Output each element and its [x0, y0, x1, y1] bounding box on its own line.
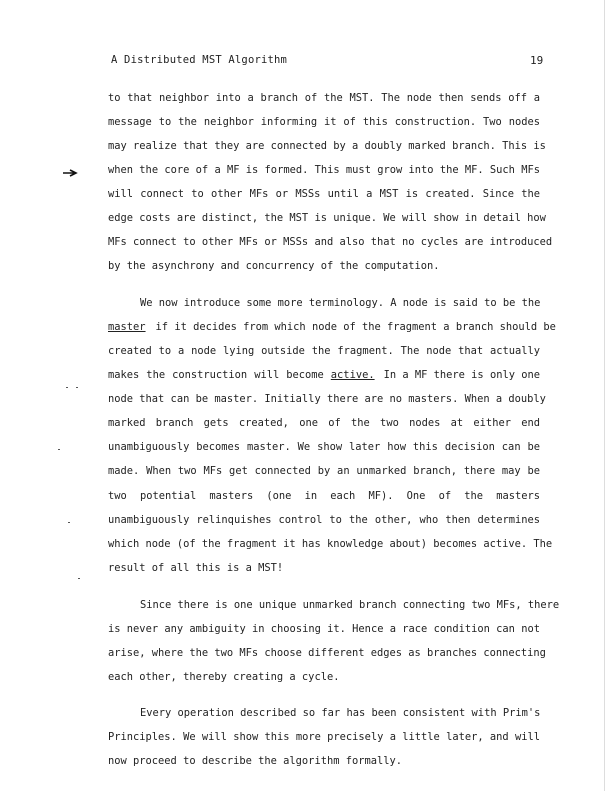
arrow-icon [62, 169, 78, 177]
page-number: 19 [530, 54, 544, 67]
margin-speck [78, 578, 80, 579]
text-line: to that neighbor into a branch of the MST. The node then sends off a [108, 92, 540, 104]
text-line [108, 368, 540, 382]
margin-speck [58, 449, 60, 450]
text-line: unambiguously relinquishes control to the other, who then determines [108, 514, 540, 526]
text-line: result of all this is a MST! [108, 562, 284, 574]
text-line: will connect to other MFs or MSSs until a MST is created. Since the [108, 188, 540, 200]
text-line: edge costs are distinct, the MST is unique. We will show in detail how [108, 212, 546, 224]
text-line: Every operation described so far has been consistent with Prim's [140, 707, 541, 719]
text-line: unambiguously becomes master. We show later how this decision can be [108, 441, 540, 453]
text-line: when the core of a MF is formed. This must grow into the MF. Such MFs [108, 164, 540, 176]
margin-speck [68, 522, 70, 523]
margin-speck [66, 387, 68, 388]
text-line: two potential masters (one in each MF). One of the masters [108, 490, 540, 502]
text-line: each other, thereby creating a cycle. [108, 671, 340, 683]
text-line: arise, where the two MFs choose different edges as branches connecting [108, 647, 546, 659]
text-line: message to the neighbor informing it of this construction. Two nodes [108, 116, 540, 128]
text-fragment: In a MF there is only one [383, 369, 540, 381]
text-line: may realize that they are connected by a doubly marked branch. This is [108, 140, 546, 152]
text-line: by the asynchrony and concurrency of the computation. [108, 260, 440, 272]
text-line: is never any ambiguity in choosing it. Hence a race condition can not [108, 623, 540, 635]
page-edge [604, 0, 605, 791]
text-line: marked branch gets created, one of the two nodes at either end [108, 417, 540, 429]
text-fragment: makes the construction will become [108, 369, 324, 381]
text-line [108, 320, 556, 334]
text-line: made. When two MFs get connected by an unmarked branch, there may be [108, 465, 540, 477]
text-fragment: if it decides from which node of the fragment a branch should be [155, 321, 556, 333]
text-line: Since there is one unique unmarked branch connecting two MFs, there [140, 599, 560, 611]
text-line: Principles. We will show this more precisely a little later, and will [108, 731, 540, 743]
text-line: We now introduce some more terminology. A node is said to be the [140, 297, 541, 309]
text-line: now proceed to describe the algorithm formally. [108, 755, 403, 767]
text-line: MFs connect to other MFs or MSSs and also that no cycles are introduced [108, 236, 553, 248]
term-master: master [108, 321, 146, 333]
running-header: A Distributed MST Algorithm [111, 54, 288, 66]
text-line: created to a node lying outside the fragment. The node that actually [108, 345, 540, 357]
text-line: which node (of the fragment it has knowledge about) becomes active. The [108, 538, 553, 550]
term-active: active. [330, 369, 375, 381]
text-line: node that can be master. Initially there are no masters. When a doubly [108, 393, 546, 405]
margin-speck [76, 387, 78, 388]
